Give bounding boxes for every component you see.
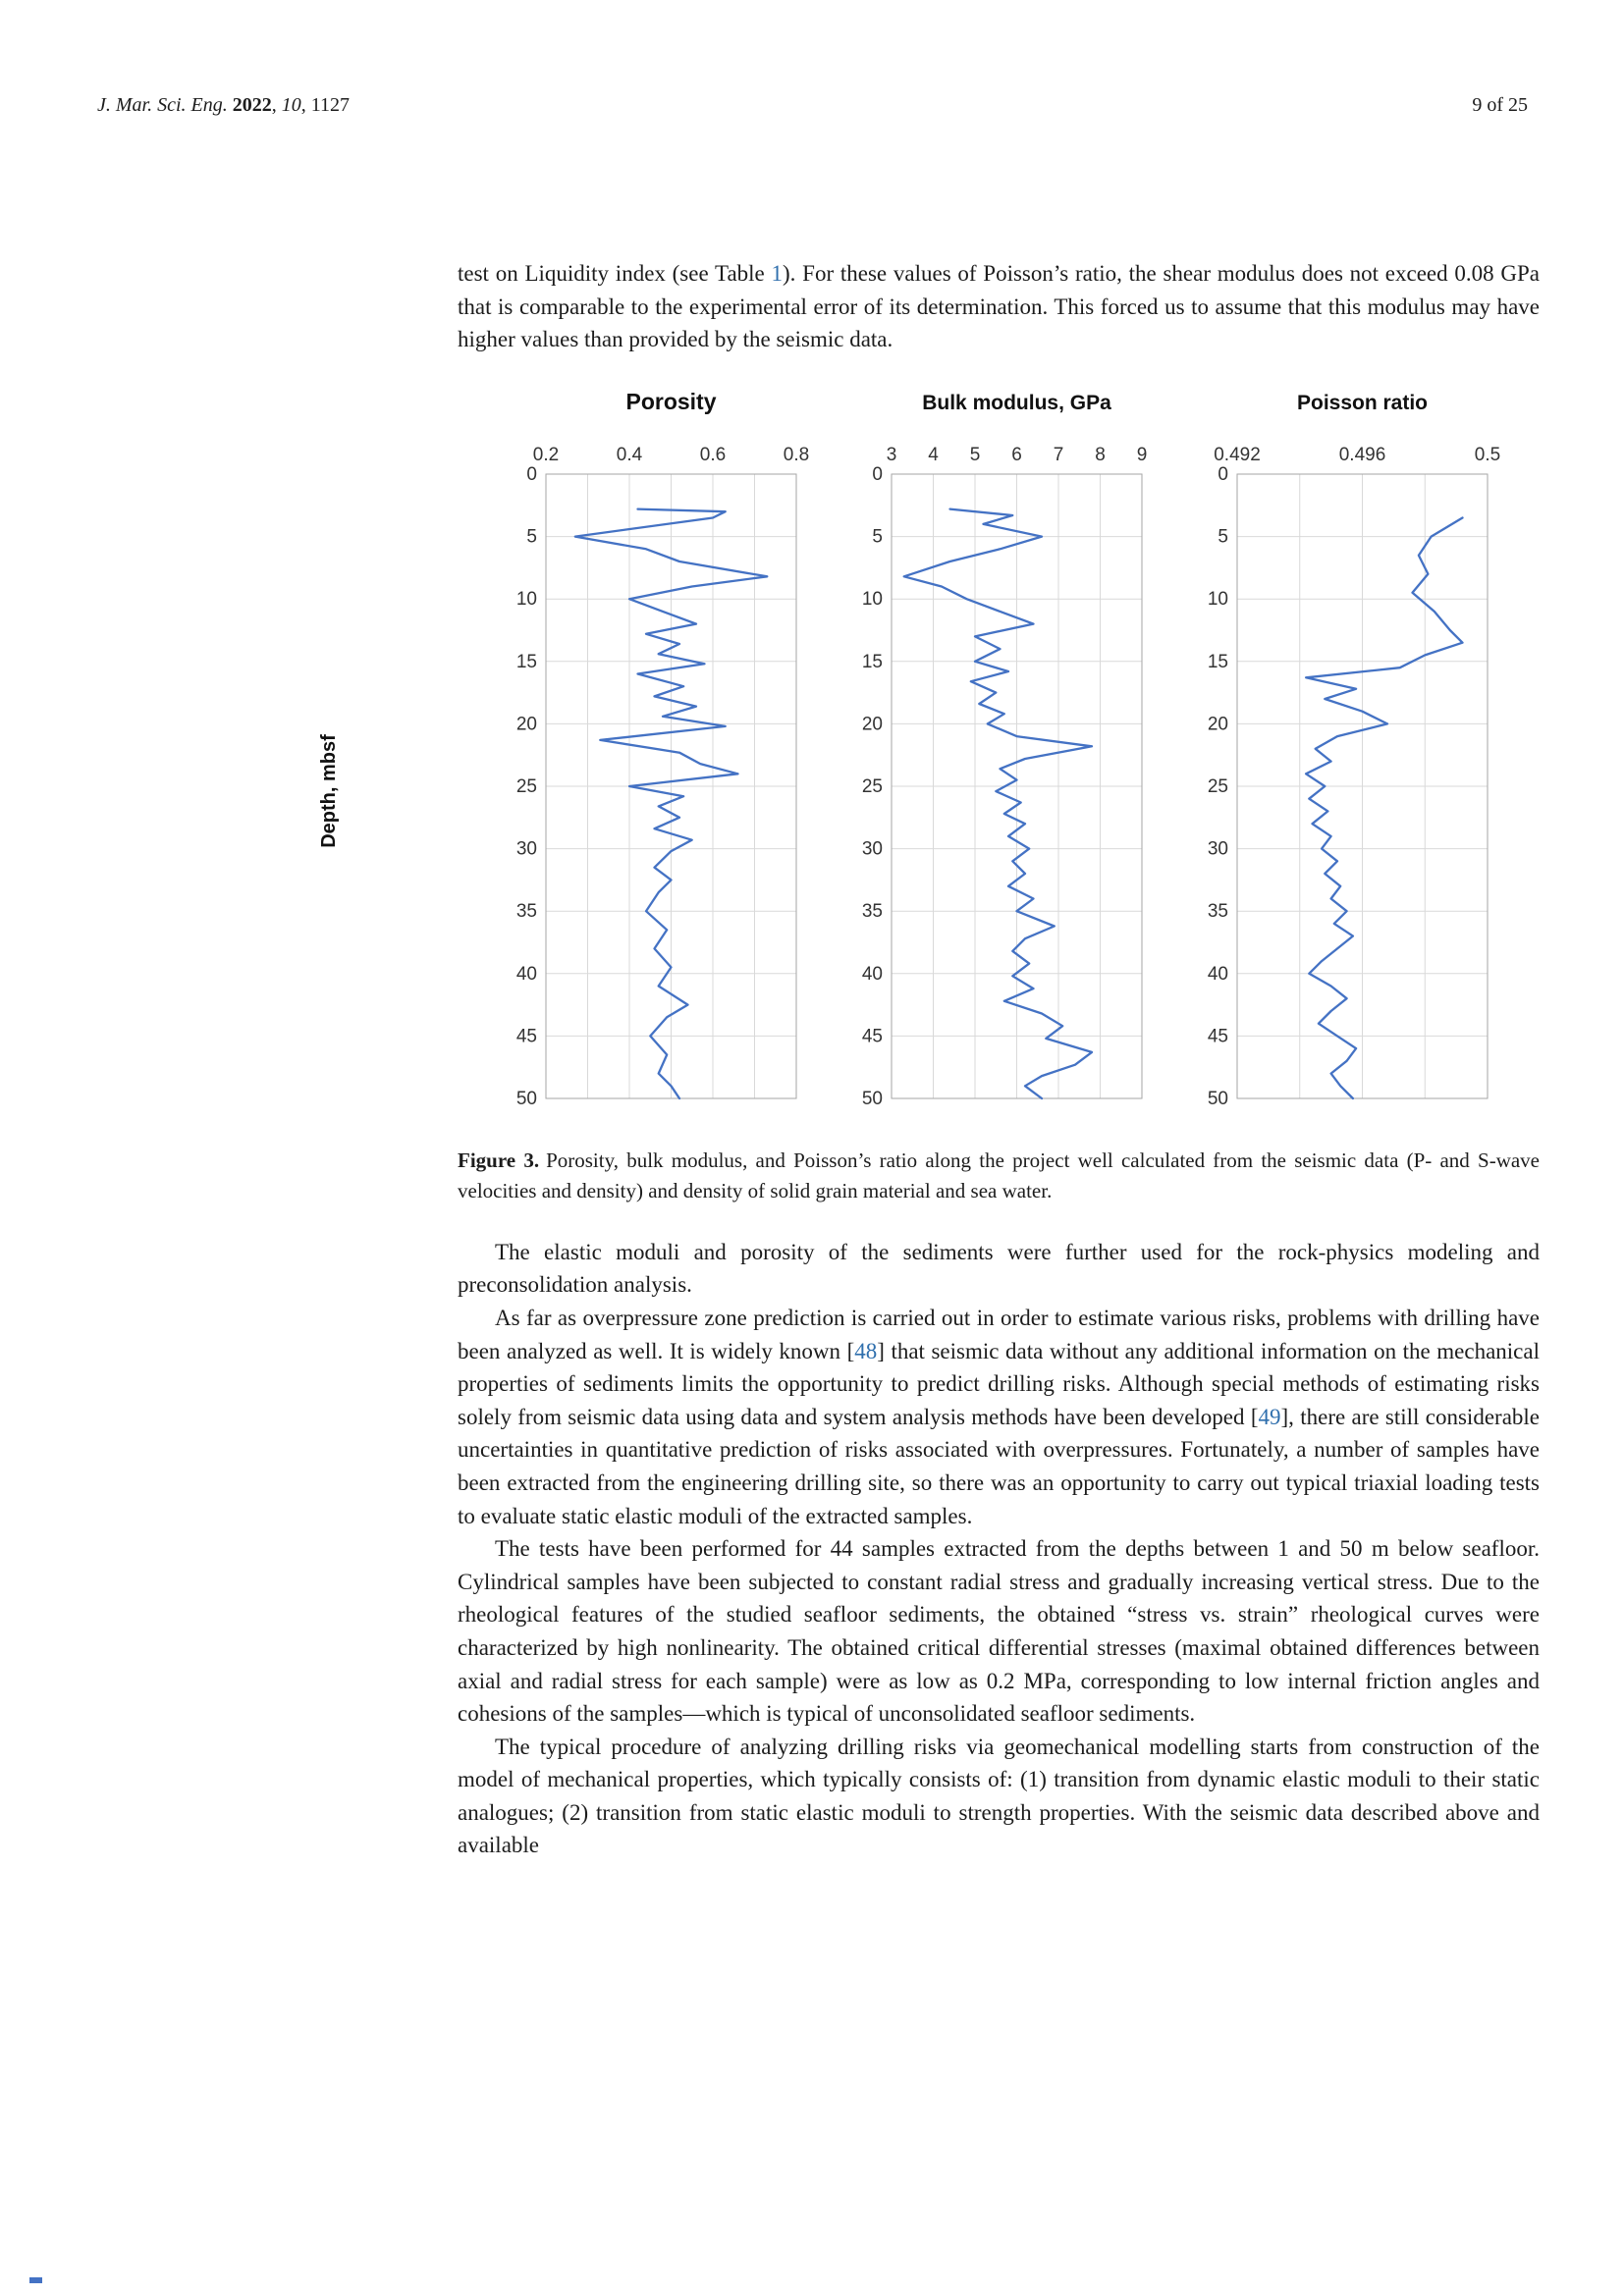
data-curve xyxy=(1306,517,1462,1098)
svg-text:25: 25 xyxy=(1207,775,1228,797)
text-segment: As far as overpressure zone prediction is carried out in order to estimate various risks, problems with drilling have been analyzed as well. It is widely known [ xyxy=(458,1305,1540,1363)
text-segment: , 1127 xyxy=(300,94,351,116)
svg-text:45: 45 xyxy=(861,1026,883,1047)
text-segment: The tests have been performed for 44 samples extracted from the depths between 1 and 50 m below seafloor. Cylindrical samples have been subjected to constant radial stress and gradually increasing vertical stress. Due to the rheological features of the studied seafloor sediments, the obtained “stress vs. strain” rheological curves were characterized by high nonlinearity. The obtained critical differential stresses (maximal obtained differences between axial and radial stress for each sample) were as low as 0.2 MPa, corresponding to low internal friction angles and cohesions of the samples—which is typical of unconsolidated seafloor sediments. xyxy=(458,1536,1540,1727)
figure-caption-label: Figure 3. xyxy=(458,1148,540,1172)
figure-3 xyxy=(320,384,1540,1206)
svg-text:30: 30 xyxy=(515,838,537,860)
svg-text:8: 8 xyxy=(1095,444,1106,465)
porosity-chart xyxy=(492,384,810,1109)
chart-title: Poisson ratio xyxy=(1296,391,1429,414)
y-axis-labels xyxy=(862,464,883,1109)
svg-text:0.492: 0.492 xyxy=(1214,444,1261,465)
svg-text:0: 0 xyxy=(1218,463,1228,485)
journal-citation xyxy=(97,94,350,117)
svg-text:9: 9 xyxy=(1136,444,1148,465)
svg-text:30: 30 xyxy=(861,838,883,860)
svg-text:20: 20 xyxy=(861,714,883,735)
x-axis-labels xyxy=(533,445,809,465)
chart-title: Bulk modulus, GPa xyxy=(922,391,1111,414)
paragraph xyxy=(458,1236,1540,1302)
text-segment: ] that seismic data without any additional information on the mechanical properties of sediments limits the opportunity to predict drilling risks. Although special methods of estimating risks solely from seismic data using data and system analysis methods have been developed [ xyxy=(458,1338,1540,1429)
figure-caption xyxy=(458,1146,1540,1206)
svg-text:0.496: 0.496 xyxy=(1338,444,1386,465)
svg-text:50: 50 xyxy=(861,1088,883,1109)
chart-root xyxy=(516,389,809,1109)
svg-text:4: 4 xyxy=(928,444,939,465)
text-segment: ). For these values of Poisson’s ratio, the shear modulus does not exceed 0.08 GPa that is comparable to the experimental error of its determination. This forced us to assume that this modulus may have higher values than provided by the seismic data. xyxy=(458,261,1540,352)
x-axis-labels xyxy=(1214,445,1500,465)
svg-text:5: 5 xyxy=(526,526,537,548)
page-number: 9 of 25 xyxy=(1472,94,1528,116)
svg-text:50: 50 xyxy=(1207,1088,1228,1109)
text-segment: test on Liquidity index (see Table xyxy=(458,261,772,286)
svg-text:3: 3 xyxy=(886,444,897,465)
svg-text:50: 50 xyxy=(515,1088,537,1109)
svg-text:0.8: 0.8 xyxy=(783,444,810,465)
text-segment: , xyxy=(271,94,282,116)
citation-link[interactable]: 48 xyxy=(854,1338,878,1363)
svg-text:25: 25 xyxy=(861,775,883,797)
svg-text:10: 10 xyxy=(1207,588,1228,610)
y-axis-labels xyxy=(1208,464,1228,1109)
svg-text:0.2: 0.2 xyxy=(532,444,560,465)
svg-text:15: 15 xyxy=(515,651,537,672)
svg-text:30: 30 xyxy=(1207,838,1228,860)
bulk-modulus-chart xyxy=(838,384,1156,1109)
text-segment: 10 xyxy=(281,94,301,116)
svg-text:35: 35 xyxy=(1207,900,1228,922)
paragraph xyxy=(458,1302,1540,1532)
svg-text:20: 20 xyxy=(1207,714,1228,735)
figure-charts-row xyxy=(318,384,1540,1109)
svg-text:40: 40 xyxy=(515,963,537,985)
svg-text:0.4: 0.4 xyxy=(616,444,643,465)
svg-text:45: 45 xyxy=(515,1026,537,1047)
svg-text:40: 40 xyxy=(861,963,883,985)
svg-text:15: 15 xyxy=(861,651,883,672)
text-segment: 2022 xyxy=(232,94,272,116)
paragraph-intro xyxy=(458,257,1540,356)
citation-link[interactable]: 1 xyxy=(771,261,784,286)
svg-text:35: 35 xyxy=(515,900,537,922)
chart-title: Porosity xyxy=(625,388,717,414)
x-axis-labels xyxy=(887,445,1148,465)
svg-text:5: 5 xyxy=(872,526,883,548)
svg-text:5: 5 xyxy=(1218,526,1228,548)
svg-text:0.5: 0.5 xyxy=(1474,444,1501,465)
depth-axis-label: Depth, mbsf xyxy=(318,734,340,848)
gridlines xyxy=(1237,474,1488,1098)
figure-caption-text: Porosity, bulk modulus, and Poisson’s ratio along the project well calculated from the seismic data (P- and S-wave velocities and density) and density of solid grain material and sea water. xyxy=(458,1148,1541,1202)
svg-text:0.6: 0.6 xyxy=(699,444,727,465)
svg-text:20: 20 xyxy=(515,714,537,735)
svg-text:7: 7 xyxy=(1053,444,1064,465)
svg-text:5: 5 xyxy=(969,444,981,465)
text-segment: The elastic moduli and porosity of the sediments were further used for the rock-physics modeling and preconsolidation analysis. xyxy=(458,1239,1540,1298)
paragraph xyxy=(458,1731,1540,1862)
data-curve xyxy=(904,508,1092,1097)
svg-text:0: 0 xyxy=(526,463,537,485)
text-segment: ], there are still considerable uncertainties in quantitative prediction of risks associated with overpressures. Fortunately, a number of samples have been extracted from the engineering drilling site, so there was an opportunity to carry out typical triaxial loading tests to evaluate static elastic moduli of the extracted samples. xyxy=(458,1404,1540,1528)
article-body xyxy=(318,257,1541,1862)
chart-root xyxy=(862,392,1147,1109)
gridlines xyxy=(546,474,796,1098)
svg-text:45: 45 xyxy=(1207,1026,1228,1047)
svg-text:0: 0 xyxy=(872,463,883,485)
citation-link[interactable]: 49 xyxy=(1258,1404,1281,1429)
paragraph xyxy=(458,1532,1540,1731)
svg-text:15: 15 xyxy=(1207,651,1228,672)
svg-text:10: 10 xyxy=(861,588,883,610)
y-axis-labels xyxy=(516,464,537,1109)
svg-text:10: 10 xyxy=(515,588,537,610)
text-segment: J. Mar. Sci. Eng. xyxy=(97,94,233,116)
svg-text:35: 35 xyxy=(861,900,883,922)
svg-text:40: 40 xyxy=(1207,963,1228,985)
page-header xyxy=(97,94,1528,117)
text-segment: The typical procedure of analyzing drilling risks via geomechanical modelling starts from construction of the model of mechanical properties, which typically consists of: (1) transition from dynamic elastic moduli to their static analogues; (2) transition from static elastic moduli to strength properties. With the seismic data described above and available xyxy=(458,1734,1540,1858)
chart-root xyxy=(1208,392,1500,1109)
svg-text:6: 6 xyxy=(1011,444,1022,465)
poisson-ratio-chart xyxy=(1183,384,1501,1109)
svg-text:25: 25 xyxy=(515,775,537,797)
page-corner-artifact xyxy=(29,2277,42,2283)
